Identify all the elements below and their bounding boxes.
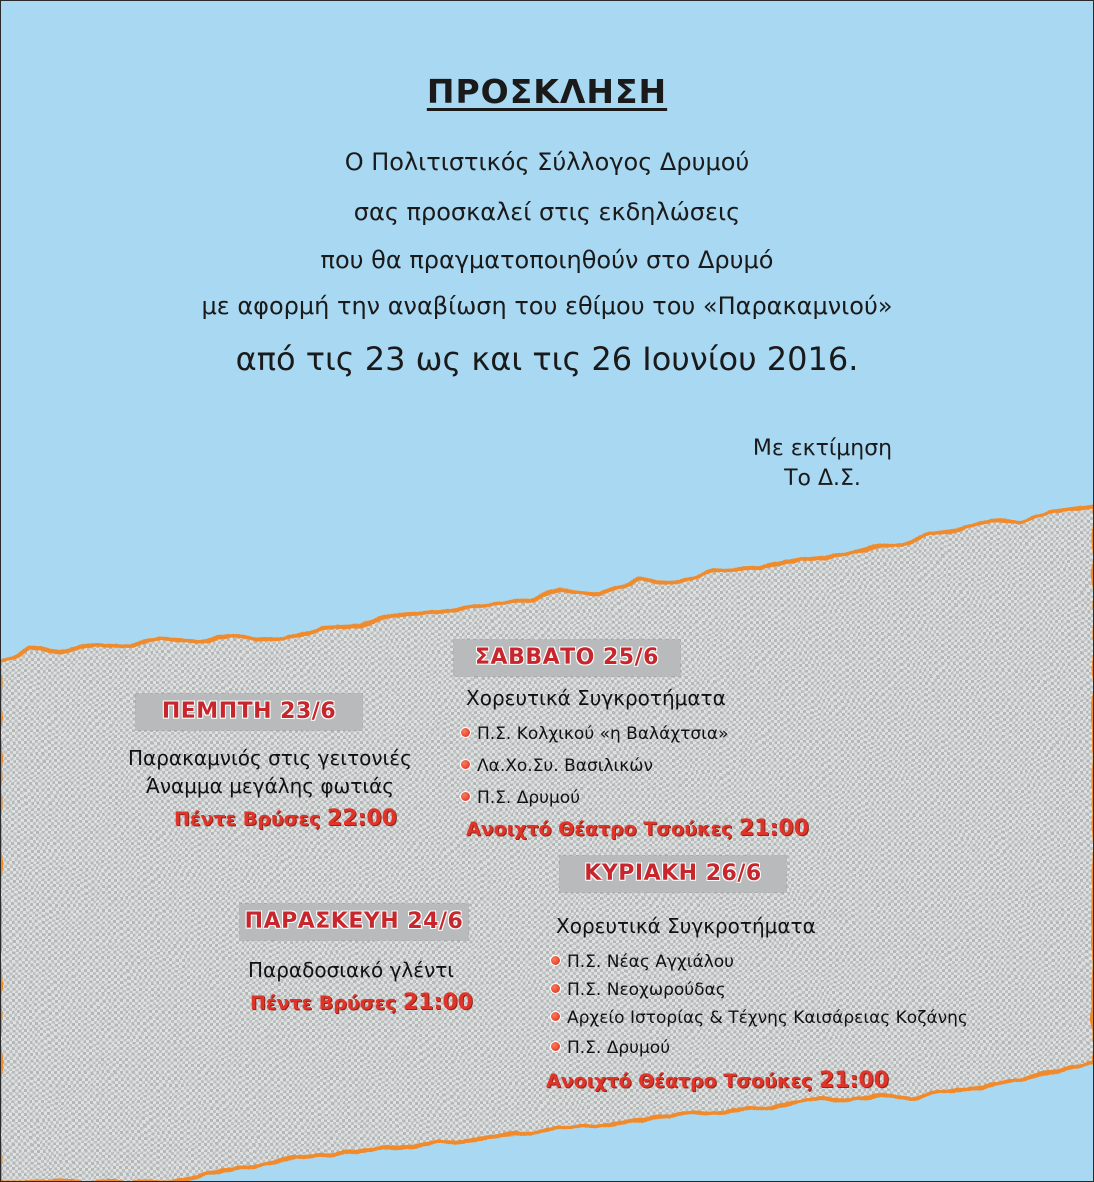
- intro-line-3: που θα πραγματοποιηθούν στο Δρυμό: [320, 246, 774, 274]
- thursday-line-1: Παρακαμνιός στις γειτονιές: [128, 746, 412, 770]
- intro-line-2: σας προσκαλεί στις εκδηλώσεις: [353, 198, 741, 226]
- bullet-icon: [460, 791, 471, 802]
- invitation-title: ΠΡΟΣΚΛΗΣΗ: [426, 72, 668, 111]
- saturday-venue: [466, 816, 809, 841]
- friday-label-text: ΠΑΡΑΣΚΕΥΗ 24/6: [244, 909, 464, 934]
- saturday-heading: Χορευτικά Συγκροτήματα: [466, 686, 726, 710]
- sunday-group-4: [550, 1038, 670, 1058]
- sunday-group-4-text: Π.Σ. Δρυμού: [567, 1038, 671, 1058]
- saturday-venue-name: Ανοιχτό Θέατρο Τσούκες: [466, 818, 733, 840]
- friday-label: [240, 904, 468, 940]
- thursday-line-2: Άναμμα μεγάλης φωτιάς: [146, 774, 395, 798]
- sunday-venue-name: Ανοιχτό Θέατρο Τσούκες: [546, 1070, 813, 1092]
- friday-line-1: Παραδοσιακό γλέντι: [248, 958, 455, 982]
- thursday-venue: [174, 806, 397, 831]
- sunday-group-2-text: Π.Σ. Νεοχωρούδας: [567, 980, 726, 1000]
- bullet-icon: [460, 727, 471, 738]
- bullet-icon: [550, 955, 561, 966]
- event-dates: από τις 23 ως και τις 26 Ιουνίου 2016.: [235, 340, 859, 378]
- saturday-label-text: ΣΑΒΒΑΤΟ 25/6: [475, 645, 659, 670]
- saturday-group-3: [460, 788, 580, 808]
- friday-venue-name: Πέντε Βρύσες: [250, 992, 397, 1014]
- saturday-label: [454, 640, 680, 676]
- sunday-venue: [546, 1068, 889, 1093]
- saturday-group-1-text: Π.Σ. Κολχικού «η Βαλάχτσια»: [477, 724, 729, 744]
- saturday-group-1: [460, 724, 728, 744]
- sunday-group-3: [550, 1008, 968, 1028]
- saturday-time: 21:00: [738, 816, 809, 841]
- saturday-group-2: [460, 756, 653, 776]
- bullet-icon: [550, 1011, 561, 1022]
- friday-time: 21:00: [402, 990, 473, 1015]
- sunday-group-1: [550, 952, 734, 972]
- thursday-time: 22:00: [326, 806, 397, 831]
- saturday-group-3-text: Π.Σ. Δρυμού: [477, 788, 581, 808]
- sunday-label: [560, 856, 786, 892]
- intro-line-1: Ο Πολιτιστικός Σύλλογος Δρυμού: [344, 148, 750, 176]
- sunday-group-2: [550, 980, 726, 1000]
- sunday-label-text: ΚΥΡΙΑΚΗ 26/6: [584, 861, 762, 886]
- thursday-venue-name: Πέντε Βρύσες: [174, 808, 321, 830]
- signature-line-1: Με εκτίμηση: [752, 436, 893, 461]
- friday-venue: [250, 990, 473, 1015]
- sunday-time: 21:00: [818, 1068, 889, 1093]
- thursday-label-text: ΠΕΜΠΤΗ 23/6: [161, 699, 337, 724]
- saturday-group-2-text: Λα.Χο.Συ. Βασιλικών: [477, 756, 654, 776]
- bullet-icon: [460, 759, 471, 770]
- intro-line-4: με αφορμή την αναβίωση του εθίμου του «Παρακαμνιού»: [201, 292, 893, 320]
- sunday-group-3-text: Αρχείο Ιστορίας & Τέχνης Καισάρειας Κοζάνης: [567, 1008, 968, 1028]
- signature-line-2: Το Δ.Σ.: [784, 466, 861, 491]
- bullet-icon: [550, 983, 561, 994]
- sunday-heading: Χορευτικά Συγκροτήματα: [556, 914, 816, 938]
- bullet-icon: [550, 1041, 561, 1052]
- sunday-group-1-text: Π.Σ. Νέας Αγχιάλου: [567, 952, 734, 972]
- thursday-label: [136, 694, 362, 730]
